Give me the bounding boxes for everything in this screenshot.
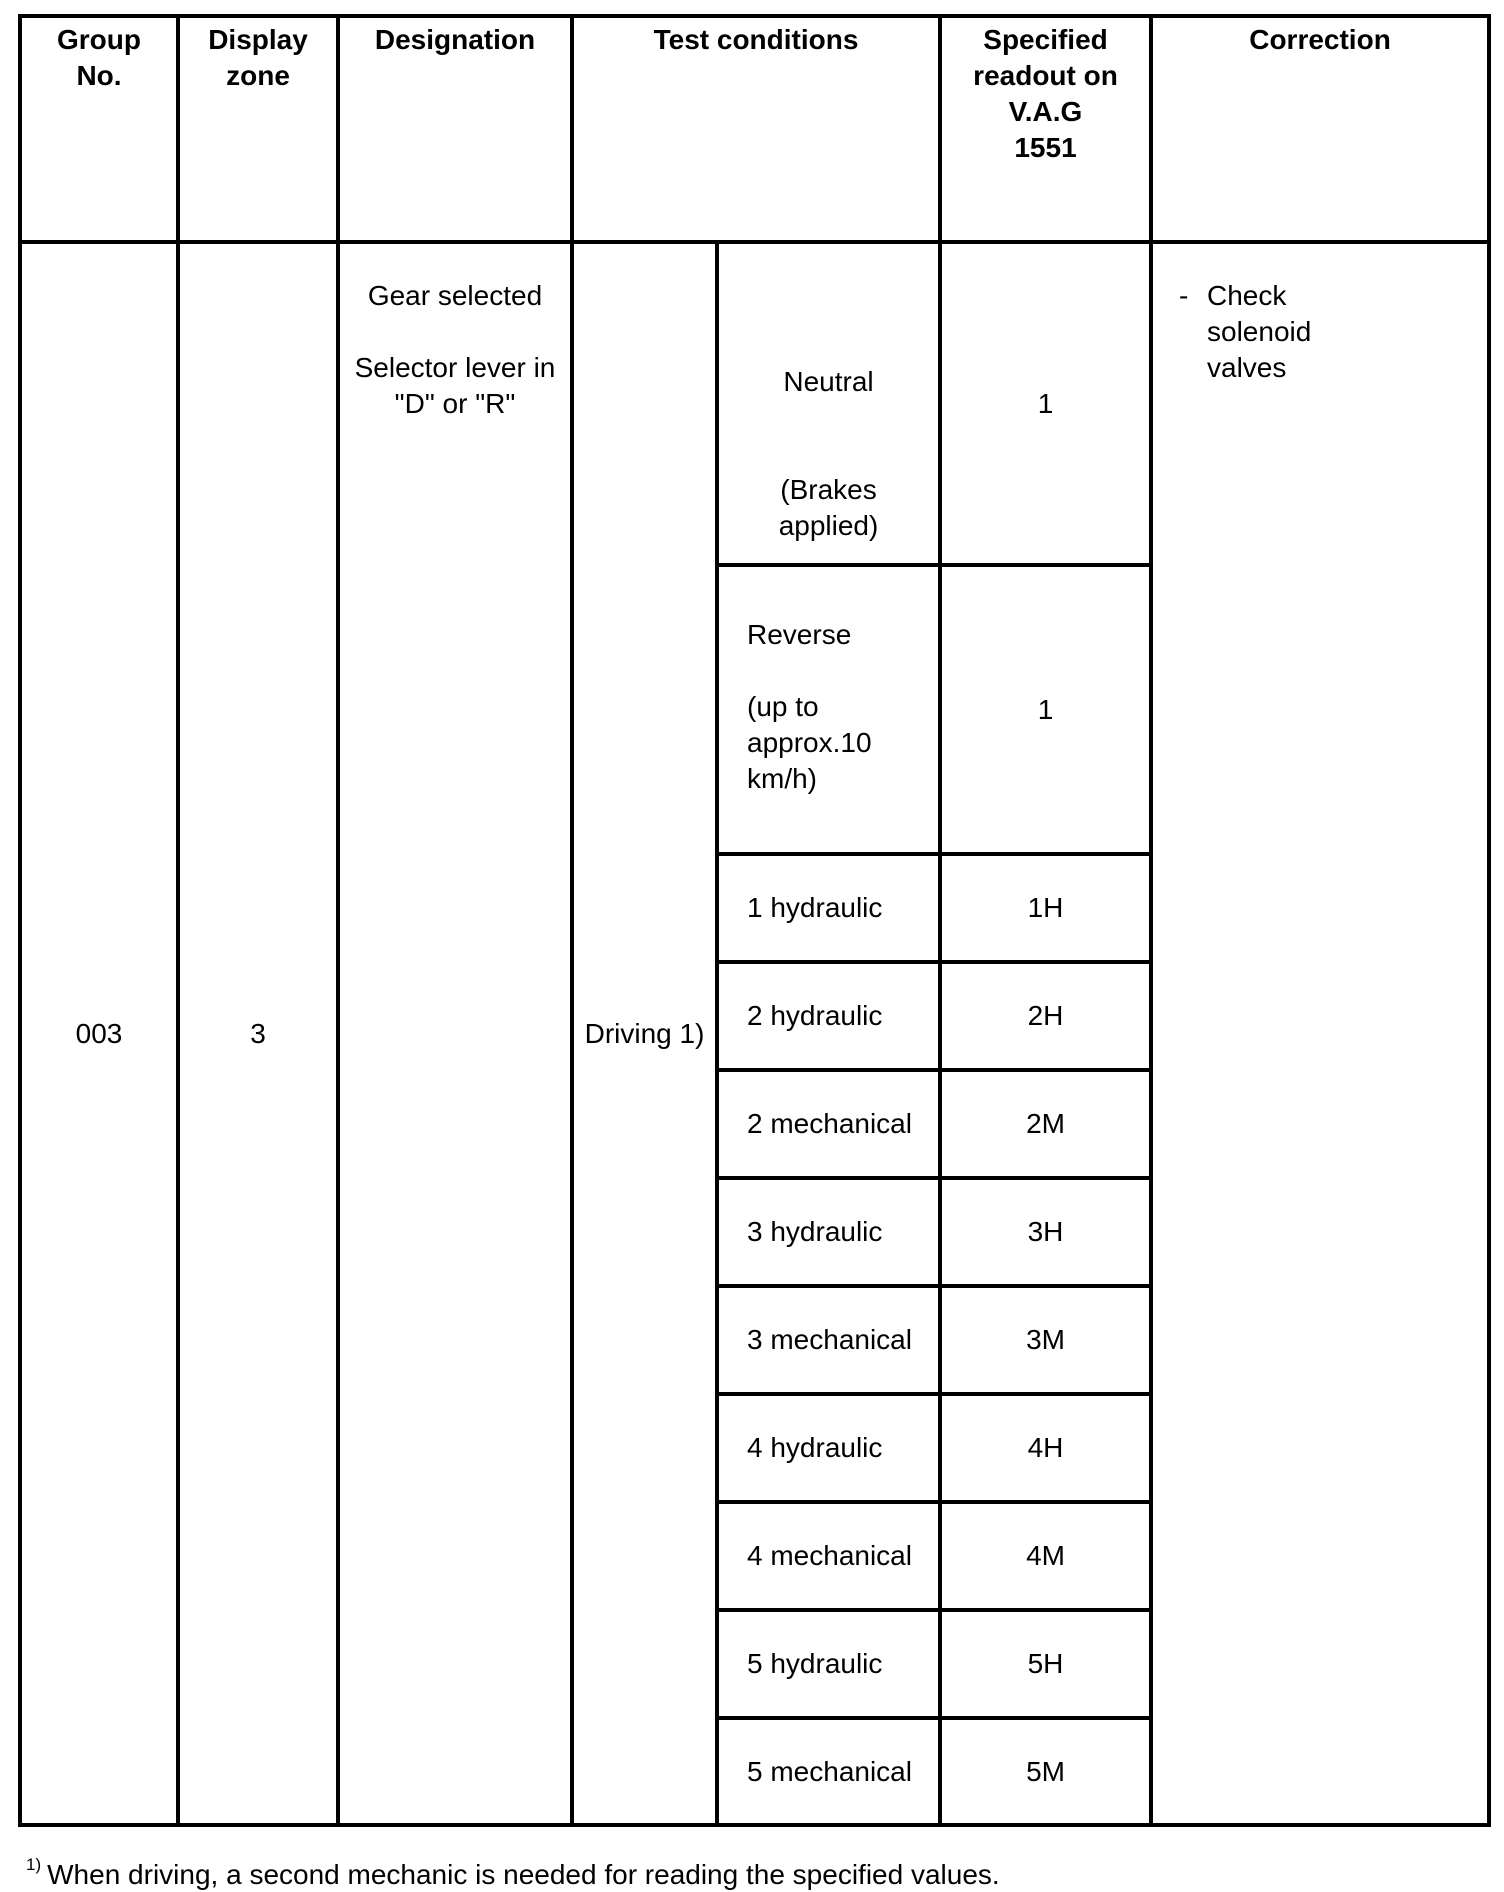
condition-neutral-label: Neutral xyxy=(783,366,874,397)
condition-cell: 3 hydraulic xyxy=(717,1178,940,1286)
readout-cell: 5M xyxy=(940,1718,1151,1825)
designation-line-1: Gear selected xyxy=(367,280,543,311)
condition-cell: 4 hydraulic xyxy=(717,1394,940,1502)
condition-cell: 4 mechanical xyxy=(717,1502,940,1610)
readout-neutral: 1 xyxy=(940,242,1151,565)
readout-reverse: 1 xyxy=(940,565,1151,854)
designation-cell xyxy=(338,242,572,1825)
header-row xyxy=(20,16,1489,242)
footnote-marker: 1) xyxy=(26,1855,42,1874)
condition-cell: 1 hydraulic xyxy=(717,854,940,962)
condition-cell: 5 mechanical xyxy=(717,1718,940,1825)
footnote-text: When driving, a second mechanic is needed for reading the specified values. xyxy=(47,1859,1000,1890)
header-correction: Correction xyxy=(1151,16,1489,242)
header-test-conditions: Test conditions xyxy=(572,16,940,242)
readout-cell: 5H xyxy=(940,1610,1151,1718)
condition-reverse xyxy=(717,565,940,854)
header-group-no: Group No. xyxy=(20,16,178,242)
display-zone-cell: 3 xyxy=(178,242,338,1825)
condition-cell: 2 mechanical xyxy=(717,1070,940,1178)
footnote xyxy=(26,1848,1000,1892)
readout-cell: 4H xyxy=(940,1394,1151,1502)
readout-cell: 2H xyxy=(940,962,1151,1070)
readout-cell: 2M xyxy=(940,1070,1151,1178)
diagnostic-table xyxy=(18,14,1491,1827)
condition-cell: 5 hydraulic xyxy=(717,1610,940,1718)
correction-dash: - xyxy=(1179,280,1189,311)
readout-cell: 4M xyxy=(940,1502,1151,1610)
designation-line-2: Selector lever in "D" or "R" xyxy=(354,352,556,419)
correction-text: Check solenoid valves xyxy=(1207,280,1312,383)
correction-cell xyxy=(1151,242,1489,1825)
header-display-zone: Display zone xyxy=(178,16,338,242)
condition-reverse-label: Reverse xyxy=(747,619,852,650)
condition-cell: 2 hydraulic xyxy=(717,962,940,1070)
condition-neutral-note: (Brakes applied) xyxy=(778,474,879,541)
header-designation: Designation xyxy=(338,16,572,242)
header-specified-readout: Specified readout on V.A.G 1551 xyxy=(940,16,1151,242)
group-no-cell: 003 xyxy=(20,242,178,1825)
condition-neutral xyxy=(717,242,940,565)
table-row xyxy=(20,242,1489,565)
readout-cell: 1H xyxy=(940,854,1151,962)
driving-cell: Driving 1) xyxy=(572,242,717,1825)
condition-reverse-note: (up to approx.10 km/h) xyxy=(747,691,872,794)
condition-cell: 3 mechanical xyxy=(717,1286,940,1394)
readout-cell: 3H xyxy=(940,1178,1151,1286)
readout-cell: 3M xyxy=(940,1286,1151,1394)
